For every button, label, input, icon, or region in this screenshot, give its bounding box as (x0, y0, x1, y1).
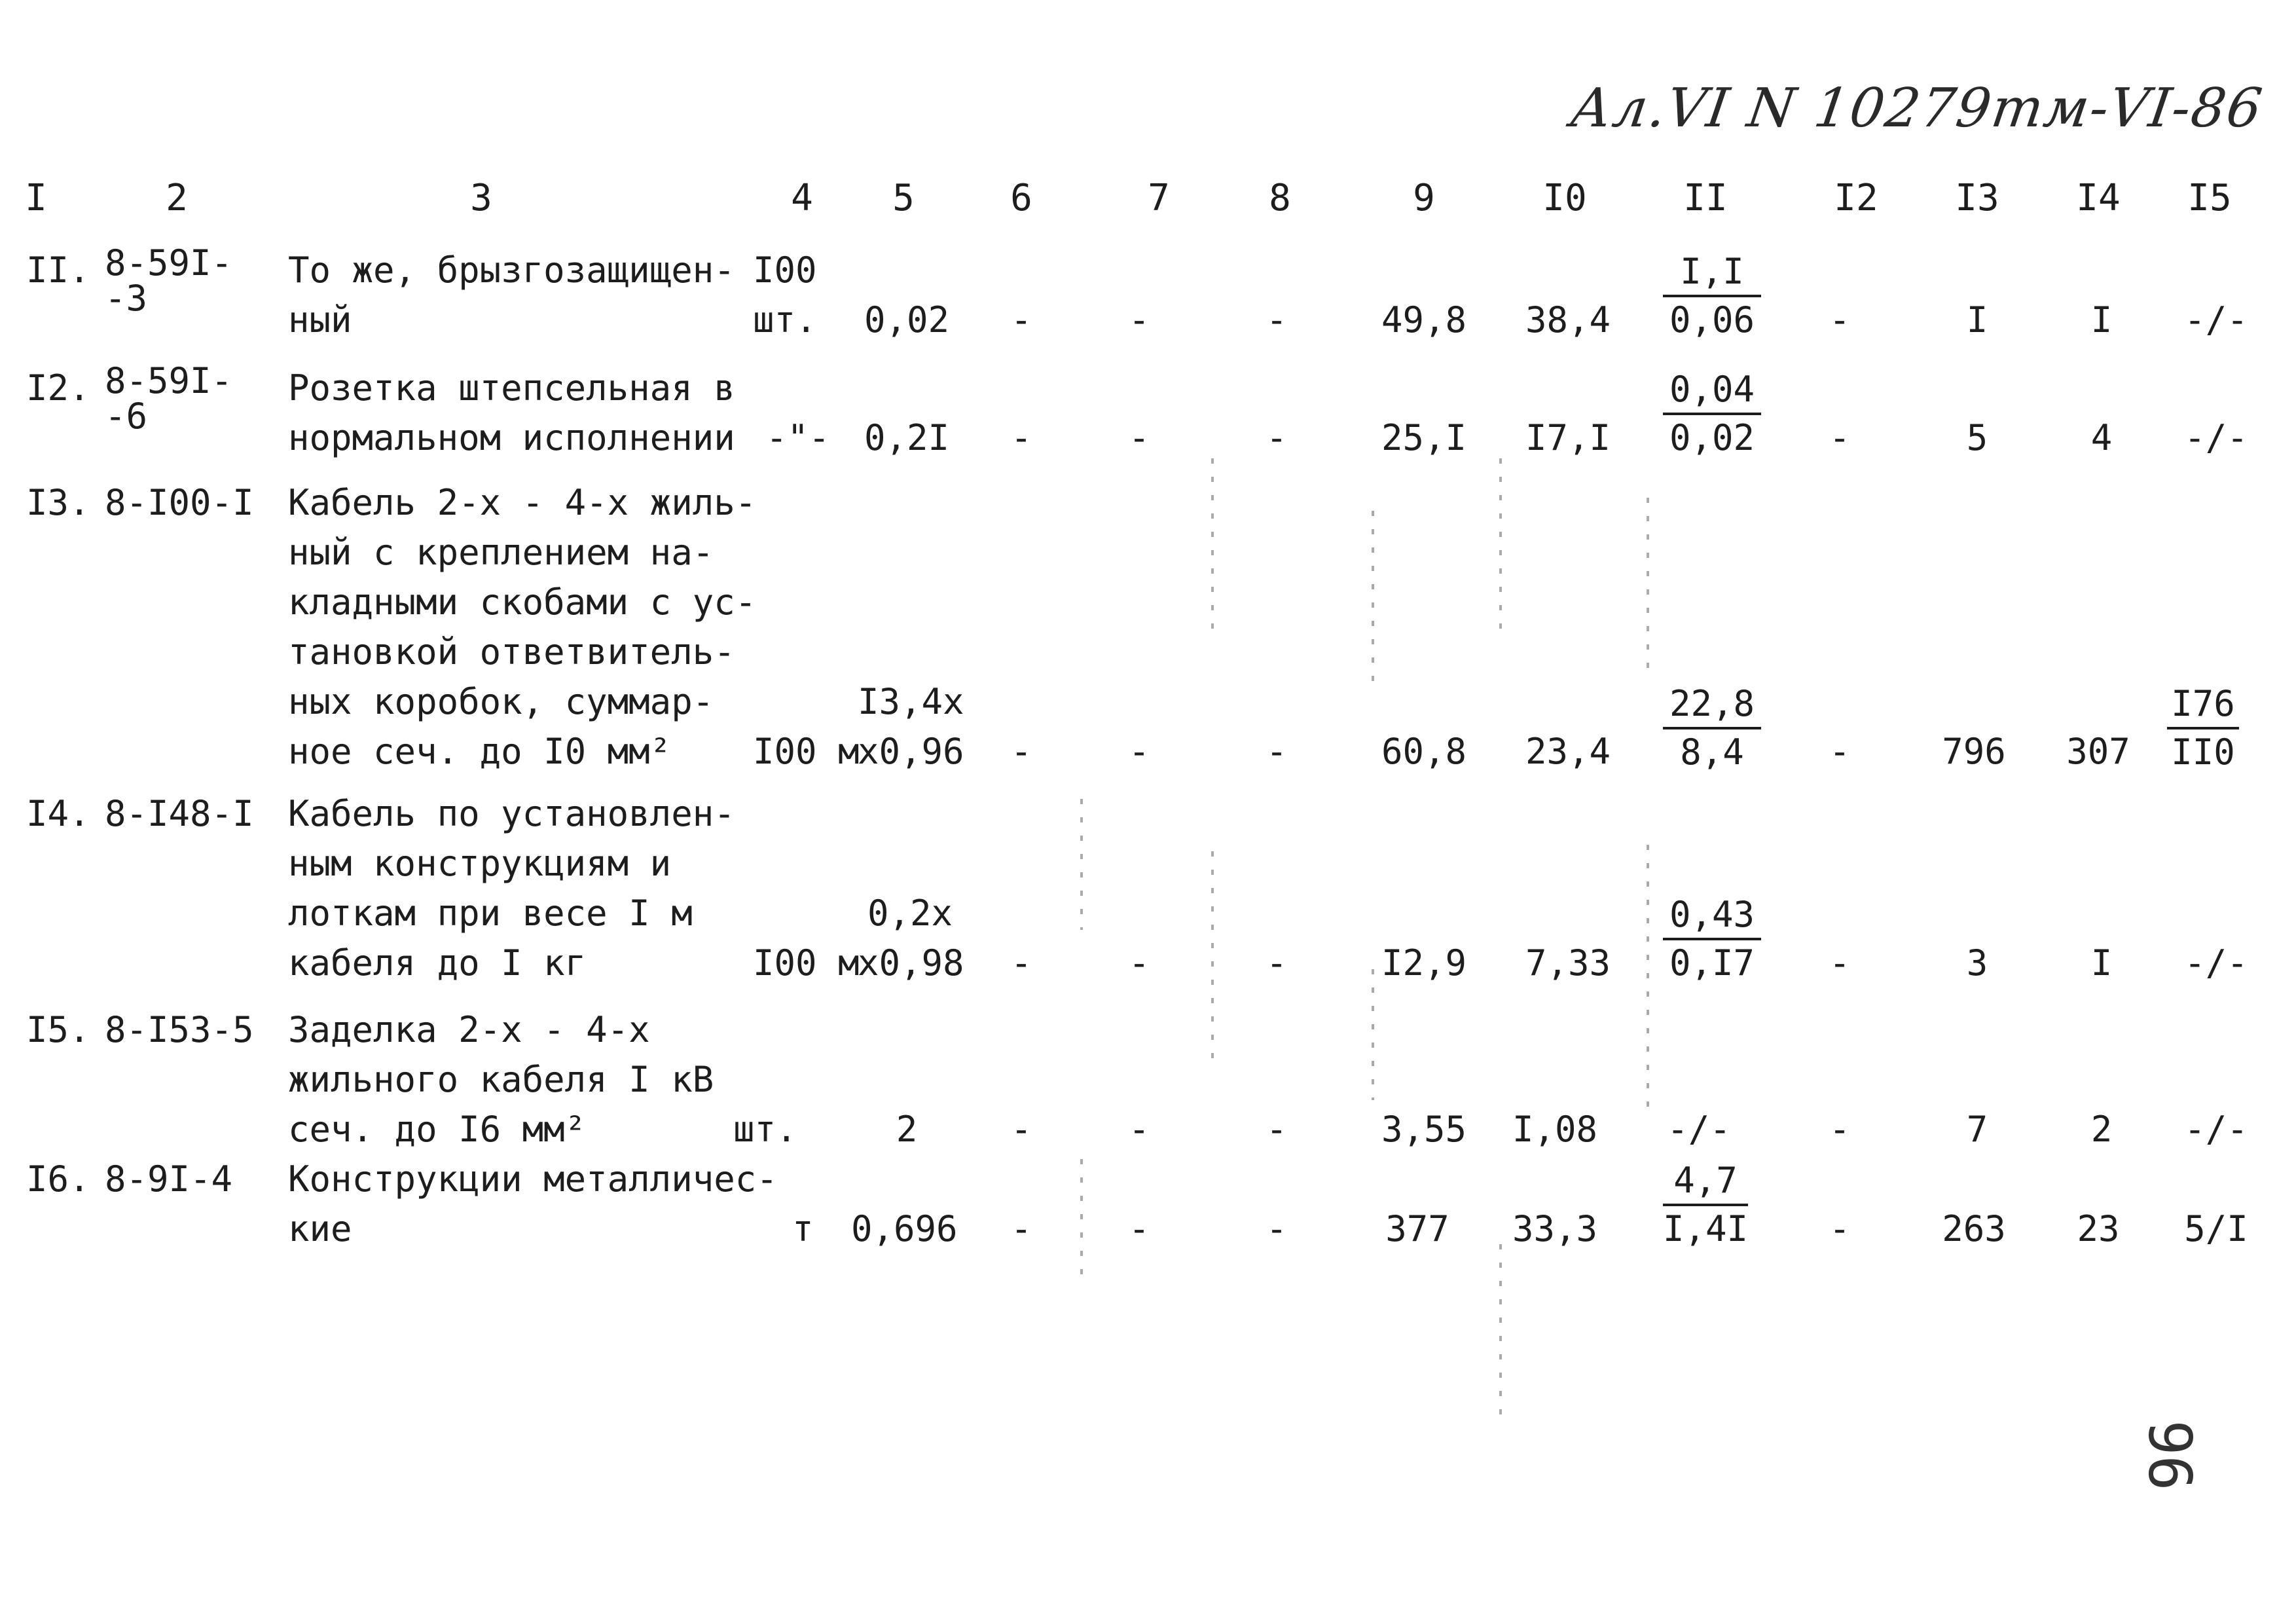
row-unit: I00 м (753, 731, 860, 772)
row-description: Кабель 2-х - 4-х жиль- ный с креплением на- кладными скобами с ус- тановкой ответвитель- ных коробок, суммар- ное сеч. до I0 мм² (288, 482, 757, 772)
c11-bottom: 0,06 (1669, 299, 1755, 341)
row-c6: - (1010, 299, 1032, 341)
row-c13: 263 (1942, 1208, 2006, 1249)
row-number: I5. (26, 1009, 90, 1050)
row-unit: -"- (766, 417, 830, 458)
row-c12: - (1829, 299, 1851, 341)
row-c15: -/- (2184, 417, 2248, 458)
row-c10: 33,3 (1512, 1208, 1598, 1249)
row-c12: - (1829, 731, 1851, 772)
row-code: 8-59I- -6 (105, 360, 233, 437)
row-qty: 0,696 (851, 1208, 958, 1249)
row-c15: -/- (2184, 299, 2248, 341)
row-c6: - (1010, 731, 1032, 772)
col-head-4: 4 (791, 177, 813, 219)
row-c8: - (1266, 1208, 1288, 1249)
row-qty: 0,2I (864, 417, 950, 458)
col-head-5: 5 (892, 177, 915, 219)
c11-top: 0,43 (1663, 892, 1761, 940)
row-c11-fraction (1663, 681, 1761, 775)
row-c8: - (1266, 1109, 1288, 1150)
row-code: 8-9I-4 (105, 1158, 233, 1200)
header-stamp: Ал.VI N 10279тм-VI-86 (1567, 77, 2267, 139)
row-c9: 60,8 (1381, 731, 1467, 772)
c15-top: I76 (2167, 681, 2239, 729)
c11-bottom: 0,I7 (1669, 942, 1755, 984)
row-unit: т (792, 1208, 814, 1249)
row-c6: - (1010, 1109, 1032, 1150)
row-c8: - (1266, 942, 1288, 984)
row-c6: - (1010, 417, 1032, 458)
row-code: 8-59I- -3 (105, 242, 233, 319)
col-head-9: 9 (1413, 177, 1435, 219)
row-c7: - (1128, 299, 1150, 341)
c11-top: I,I (1663, 249, 1761, 297)
row-c7: - (1128, 942, 1150, 984)
row-c15: 5/I (2184, 1208, 2248, 1249)
row-c11-fraction (1663, 249, 1761, 343)
row-c13: 5 (1966, 417, 1988, 458)
col-head-6: 6 (1010, 177, 1032, 219)
row-qty: 0,02 (864, 299, 950, 341)
row-description: Конструкции металличес- кие (288, 1158, 778, 1249)
row-c9: 25,I (1381, 417, 1467, 458)
row-number: I4. (26, 793, 90, 834)
row-code: 8-I53-5 (105, 1009, 254, 1050)
row-c13: 7 (1966, 1109, 1988, 1150)
c11-top: 4,7 (1663, 1158, 1748, 1206)
row-c12: - (1829, 942, 1851, 984)
row-qty: I3,4х х0,96 (858, 681, 964, 772)
row-code: 8-I48-I (105, 793, 254, 834)
row-number: I3. (26, 482, 90, 523)
col-head-15: I5 (2187, 177, 2232, 219)
row-c6: - (1010, 1208, 1032, 1249)
c11-bottom: I,4I (1663, 1208, 1749, 1249)
row-c14: 307 (2066, 731, 2130, 772)
row-c14: 4 (2090, 417, 2113, 458)
c11-top: 22,8 (1663, 681, 1761, 729)
row-c15-fraction (2167, 681, 2239, 775)
row-c12: - (1829, 417, 1851, 458)
row-c13: 796 (1942, 731, 2006, 772)
row-c14: I (2090, 299, 2113, 341)
row-c10: I7,I (1525, 417, 1611, 458)
row-description: Розетка штепсельная в нормальном исполнении (288, 367, 735, 458)
row-c9: 49,8 (1381, 299, 1467, 341)
row-description: Заделка 2-х - 4-х жильного кабеля I кВ сеч. до I6 мм² (288, 1009, 714, 1150)
row-c11-fraction (1663, 892, 1761, 986)
row-qty: 0,2х х0,98 (858, 893, 964, 984)
row-c9: 3,55 (1381, 1109, 1467, 1150)
row-c11: -/- (1667, 1109, 1731, 1150)
row-c15: -/- (2184, 1109, 2248, 1150)
row-c8: - (1266, 731, 1288, 772)
col-head-10: I0 (1542, 177, 1587, 219)
row-c8: - (1266, 417, 1288, 458)
row-c14: 2 (2090, 1109, 2113, 1150)
row-c15: -/- (2184, 942, 2248, 984)
row-c14: I (2090, 942, 2113, 984)
page-number: 96 (2135, 1420, 2204, 1491)
row-c7: - (1128, 417, 1150, 458)
col-head-12: I2 (1834, 177, 1878, 219)
row-c10: 38,4 (1525, 299, 1611, 341)
row-c11-fraction (1663, 1158, 1748, 1252)
row-number: I6. (26, 1158, 90, 1200)
col-head-14: I4 (2076, 177, 2121, 219)
row-c7: - (1128, 1208, 1150, 1249)
c15-bottom: II0 (2171, 731, 2235, 773)
c11-top: 0,04 (1663, 367, 1761, 415)
row-c10: 23,4 (1525, 731, 1611, 772)
row-description: То же, брызгозащищен- ный (288, 249, 735, 341)
row-c11-fraction (1663, 367, 1761, 461)
col-head-8: 8 (1269, 177, 1291, 219)
row-code: 8-I00-I (105, 482, 254, 523)
col-head-1: I (25, 177, 47, 219)
row-number: II. (26, 249, 90, 291)
row-unit: I00 шт. (753, 249, 817, 341)
row-description: Кабель по установлен- ным конструкциям и лоткам при весе I м кабеля до I кг (288, 793, 735, 984)
row-c13: I (1966, 299, 1988, 341)
c11-bottom: 8,4 (1680, 731, 1744, 773)
row-c12: - (1829, 1109, 1851, 1150)
c11-bottom: 0,02 (1669, 417, 1755, 458)
row-c8: - (1266, 299, 1288, 341)
col-head-3: 3 (470, 177, 492, 219)
col-head-11: II (1683, 177, 1728, 219)
row-number: I2. (26, 367, 90, 409)
col-head-2: 2 (166, 177, 188, 219)
row-c7: - (1128, 1109, 1150, 1150)
row-unit: шт. (733, 1109, 797, 1150)
row-c9: 377 (1385, 1208, 1449, 1249)
row-c6: - (1010, 942, 1032, 984)
col-head-13: I3 (1955, 177, 1999, 219)
row-qty: 2 (896, 1109, 918, 1150)
row-c7: - (1128, 731, 1150, 772)
row-c13: 3 (1966, 942, 1988, 984)
row-c10: 7,33 (1525, 942, 1611, 984)
col-head-7: 7 (1148, 177, 1170, 219)
row-c14: 23 (2077, 1208, 2120, 1249)
row-unit: I00 м (753, 942, 860, 984)
row-c10: I,08 (1512, 1109, 1598, 1150)
row-c12: - (1829, 1208, 1851, 1249)
row-c9: I2,9 (1381, 942, 1467, 984)
